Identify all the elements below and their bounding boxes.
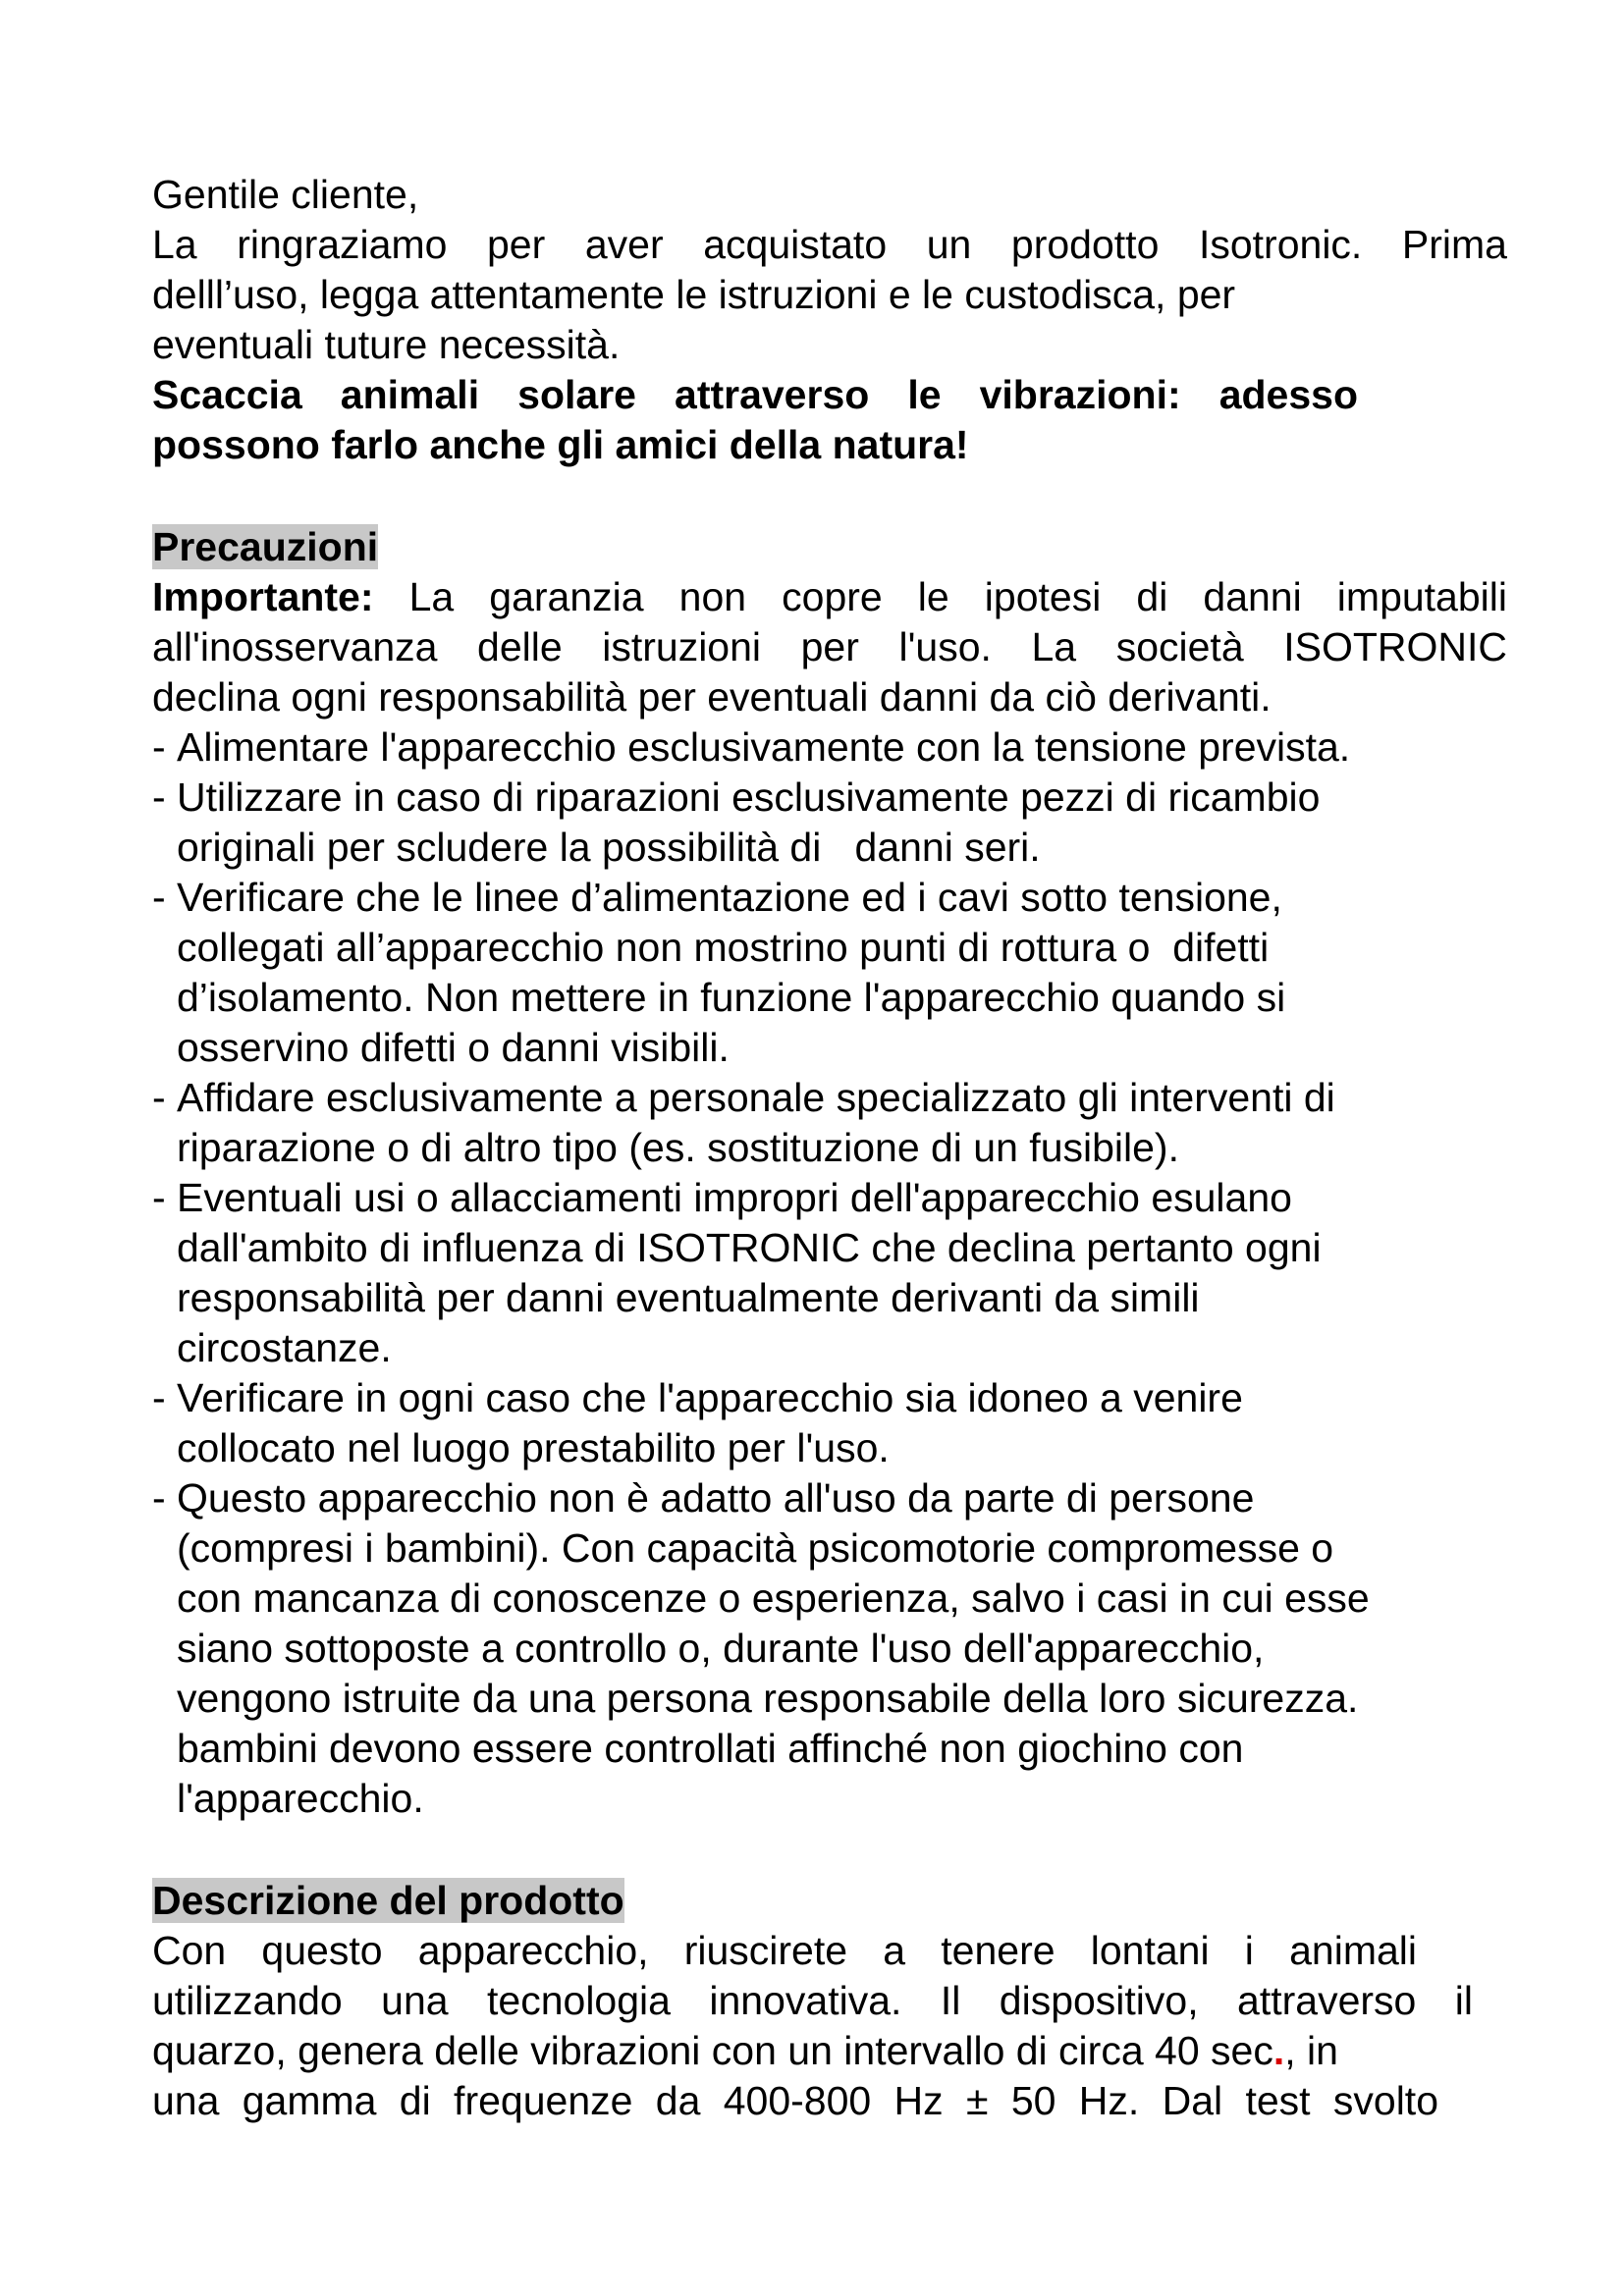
description-line-3-text: quarzo, genera delle vibrazioni con un intervallo di circa 40 sec bbox=[152, 2028, 1273, 2073]
precaution-line: (compresi i bambini). Con capacità psicomotorie compromesse o bbox=[177, 1525, 1334, 1571]
tagline-line-1: Scaccia animali solare attraverso le vibrazioni: adesso bbox=[152, 372, 1358, 417]
description-line-3-end: , in bbox=[1284, 2028, 1338, 2073]
description-line-4: una gamma di frequenze da 400-800 Hz ± 50 Hz. Dal test svolto bbox=[152, 2078, 1438, 2123]
precaution-line: Alimentare l'apparecchio esclusivamente con la tensione prevista. bbox=[177, 724, 1351, 770]
precaution-line: con mancanza di conoscenze o esperienza, salvo i casi in cui esse bbox=[177, 1575, 1370, 1621]
important-text-1: La garanzia non copre le ipotesi di danni imputabili bbox=[373, 574, 1507, 619]
precaution-line: l'apparecchio. bbox=[177, 1776, 424, 1821]
thanks-line-1: La ringraziamo per aver acquistato un prodotto Isotronic. Prima bbox=[152, 222, 1507, 267]
precaution-line: Questo apparecchio non è adatto all'uso da parte di persone bbox=[177, 1475, 1255, 1521]
precaution-item bbox=[152, 773, 1507, 873]
precautions-section bbox=[152, 520, 1507, 1824]
precaution-line: responsabilità per danni eventualmente derivanti da simili bbox=[177, 1275, 1200, 1320]
precaution-line: collegati all’apparecchio non mostrino punti di rottura o difetti bbox=[177, 925, 1270, 970]
document-page bbox=[152, 170, 1507, 2126]
precaution-line: circostanze. bbox=[177, 1325, 392, 1370]
precaution-line: Eventuali usi o allacciamenti impropri dell'apparecchio esulano bbox=[177, 1175, 1292, 1220]
precaution-item bbox=[152, 1073, 1507, 1173]
precaution-item bbox=[152, 1373, 1507, 1473]
precaution-line: osservino difetti o danni visibili. bbox=[177, 1025, 730, 1070]
precautions-heading: Precauzioni bbox=[152, 524, 379, 569]
dash-bullet: - bbox=[152, 875, 166, 920]
red-period: . bbox=[1272, 2028, 1285, 2073]
dash-bullet: - bbox=[152, 724, 166, 770]
precaution-line: collocato nel luogo prestabilito per l'uso. bbox=[177, 1425, 890, 1470]
precaution-item bbox=[152, 1473, 1507, 1824]
thanks-line-2: delll’uso, legga attentamente le istruzioni e le custodisca, per bbox=[152, 272, 1236, 317]
dash-bullet: - bbox=[152, 1075, 166, 1120]
dash-bullet: - bbox=[152, 1375, 166, 1420]
description-heading: Descrizione del prodotto bbox=[152, 1878, 624, 1923]
precaution-line: siano sottoposte a controllo o, durante l'uso dell'apparecchio, bbox=[177, 1626, 1265, 1671]
precaution-line: bambini devono essere controllati affinché non giochino con bbox=[177, 1726, 1244, 1771]
dash-bullet: - bbox=[152, 774, 166, 820]
important-line-2: all'inosservanza delle istruzioni per l'uso. La società ISOTRONIC bbox=[152, 624, 1507, 669]
greeting: Gentile cliente, bbox=[152, 172, 419, 217]
description-section bbox=[152, 1874, 1507, 2126]
description-line-3 bbox=[152, 2026, 1507, 2076]
precaution-item bbox=[152, 1173, 1507, 1373]
precaution-item bbox=[152, 873, 1507, 1073]
dash-bullet: - bbox=[152, 1175, 166, 1220]
precaution-item bbox=[152, 722, 1507, 773]
precaution-line: riparazione o di altro tipo (es. sostituzione di un fusibile). bbox=[177, 1125, 1179, 1170]
intro-section bbox=[152, 170, 1507, 470]
important-line-1 bbox=[152, 572, 1507, 622]
thanks-line-3: eventuali tuture necessità. bbox=[152, 322, 621, 367]
precaution-line: Affidare esclusivamente a personale specializzato gli interventi di bbox=[177, 1075, 1335, 1120]
description-line-1: Con questo apparecchio, riuscirete a tenere lontani i animali bbox=[152, 1928, 1417, 1973]
precaution-line: d’isolamento. Non mettere in funzione l'apparecchio quando si bbox=[177, 975, 1286, 1020]
important-line-3: declina ogni responsabilità per eventuali danni da ciò derivanti. bbox=[152, 674, 1272, 720]
important-label: Importante: bbox=[152, 574, 374, 619]
precaution-line: Verificare in ogni caso che l'apparecchio sia idoneo a venire bbox=[177, 1375, 1243, 1420]
precaution-line: dall'ambito di influenza di ISOTRONIC che declina pertanto ogni bbox=[177, 1225, 1322, 1270]
precaution-line: Utilizzare in caso di riparazioni esclusivamente pezzi di ricambio bbox=[177, 774, 1321, 820]
precautions-list bbox=[152, 722, 1507, 1824]
tagline-line-2: possono farlo anche gli amici della natura! bbox=[152, 422, 969, 467]
precaution-line: originali per scludere la possibilità di danni seri. bbox=[177, 825, 1041, 870]
precaution-line: Verificare che le linee d’alimentazione ed i cavi sotto tensione, bbox=[177, 875, 1282, 920]
precaution-line: vengono istruite da una persona responsabile della loro sicurezza. bbox=[177, 1676, 1359, 1721]
dash-bullet: - bbox=[152, 1475, 166, 1521]
description-line-2: utilizzando una tecnologia innovativa. Il dispositivo, attraverso il bbox=[152, 1978, 1473, 2023]
